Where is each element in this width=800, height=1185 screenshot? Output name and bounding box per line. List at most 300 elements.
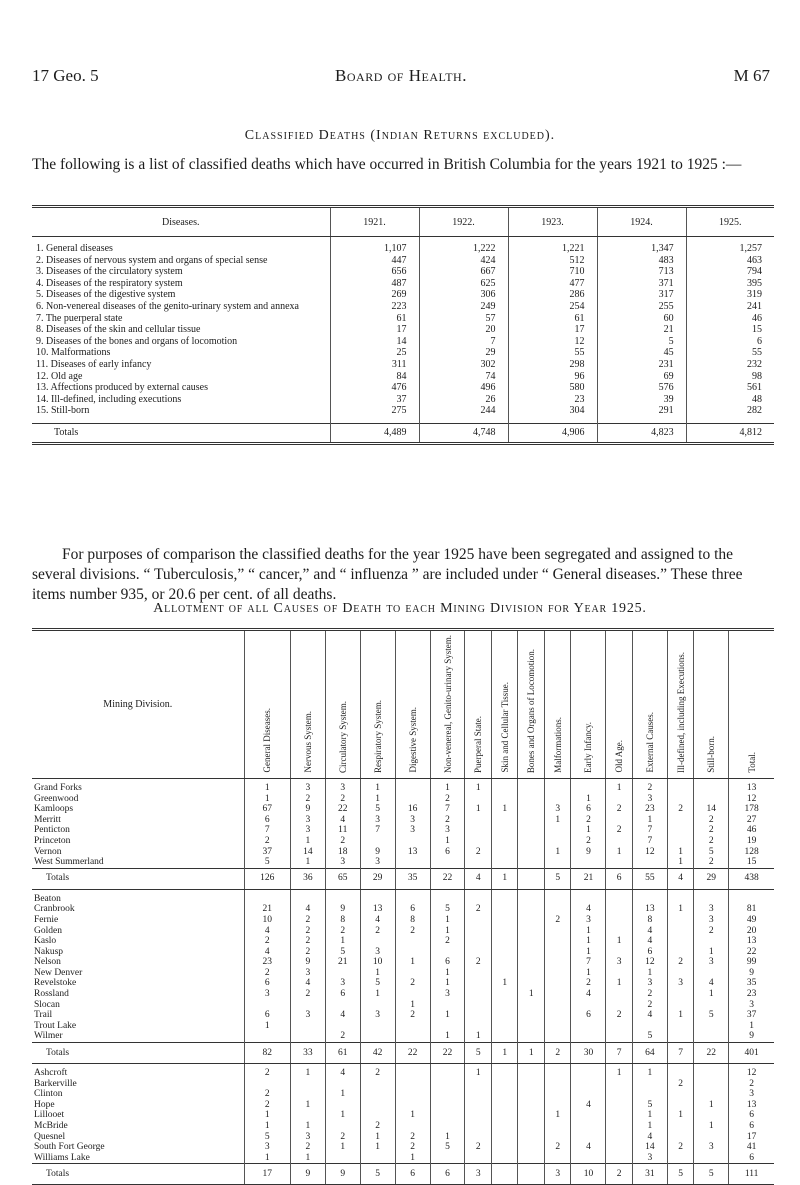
totals-value: 42 xyxy=(360,1043,395,1064)
cell-value: 23 xyxy=(244,957,290,968)
cell-value xyxy=(518,1110,545,1121)
totals-value: 5 xyxy=(667,1164,694,1185)
cell-value: 22 xyxy=(325,804,360,815)
cell-value xyxy=(430,1079,465,1090)
division-name: Golden xyxy=(34,925,62,936)
cell-value: 1 xyxy=(290,1100,325,1111)
disease-label: 4. Diseases of the respiratory system xyxy=(36,277,183,289)
cell-value: 4 xyxy=(632,1010,667,1021)
totals-value: 21 xyxy=(571,868,606,889)
cell-value: 3 xyxy=(325,857,360,868)
cell-value: 3 xyxy=(290,1010,325,1021)
cell-value: 1 xyxy=(606,783,633,794)
cell-value: 55 xyxy=(508,347,597,359)
disease-label: 1. General diseases xyxy=(36,243,113,254)
cell-value xyxy=(667,1121,694,1132)
cell-value xyxy=(632,1021,667,1032)
cell-value xyxy=(395,794,430,805)
disease-label: 15. Still-born xyxy=(36,405,90,417)
cell-value: 1 xyxy=(430,836,465,847)
cell-value: 304 xyxy=(508,405,597,417)
cell-value: 3 xyxy=(571,915,606,926)
cell-value: 69 xyxy=(597,371,686,383)
cell-value xyxy=(430,1153,465,1164)
column-header-year: 1922. xyxy=(419,207,508,237)
division-name: McBride xyxy=(34,1121,68,1131)
cell-value xyxy=(667,989,694,1000)
cell-value: 6 xyxy=(325,989,360,1000)
cell-value: 15 xyxy=(729,857,774,868)
cell-value xyxy=(571,894,606,905)
cell-value xyxy=(544,1121,571,1132)
cell-value xyxy=(571,1132,606,1143)
cell-value xyxy=(430,1110,465,1121)
table-row xyxy=(32,255,774,267)
cell-value: 2 xyxy=(571,978,606,989)
cell-value: 1 xyxy=(325,1142,360,1153)
cell-value: 74 xyxy=(419,371,508,383)
cell-value xyxy=(465,1132,492,1143)
cell-value: 298 xyxy=(508,359,597,371)
cell-value: 3 xyxy=(632,978,667,989)
table-row xyxy=(32,1142,774,1153)
cell-value xyxy=(491,947,518,958)
cell-value xyxy=(632,1079,667,1090)
cell-value xyxy=(518,894,545,905)
cell-value xyxy=(694,1089,729,1100)
table-row xyxy=(32,904,774,915)
cell-value: 9 xyxy=(325,904,360,915)
cell-value: 2 xyxy=(694,836,729,847)
cell-value xyxy=(491,825,518,836)
cell-value xyxy=(571,1089,606,1100)
cell-value: 4 xyxy=(571,1100,606,1111)
cell-value: 5 xyxy=(360,804,395,815)
division-name: Penticton xyxy=(34,825,70,836)
cell-value xyxy=(606,1110,633,1121)
cell-value: 656 xyxy=(330,266,419,278)
cell-value xyxy=(694,1031,729,1042)
totals-value: 61 xyxy=(325,1043,360,1064)
column-header-cause xyxy=(606,630,633,779)
cell-value xyxy=(430,1021,465,1032)
cell-value xyxy=(491,783,518,794)
cell-value: 1,347 xyxy=(597,243,686,255)
disease-label: 2. Diseases of nervous system and organs of special sense xyxy=(36,254,268,266)
cell-value xyxy=(465,1010,492,1021)
totals-value: 22 xyxy=(694,1043,729,1064)
cell-value xyxy=(491,926,518,937)
cell-value: 12 xyxy=(729,1068,774,1079)
cell-value xyxy=(395,894,430,905)
cell-value xyxy=(667,1089,694,1100)
totals-value: 6 xyxy=(606,868,633,889)
cell-value: 3 xyxy=(694,915,729,926)
cell-value: 2 xyxy=(325,794,360,805)
cell-value: 11 xyxy=(325,825,360,836)
table-row xyxy=(32,382,774,394)
table-row xyxy=(32,894,774,905)
cell-value xyxy=(290,1031,325,1042)
column-header-cause xyxy=(694,630,729,779)
cell-value xyxy=(465,1089,492,1100)
cell-value: 794 xyxy=(686,266,774,278)
cell-value: 395 xyxy=(686,278,774,290)
cell-value xyxy=(571,1000,606,1011)
cell-value xyxy=(395,783,430,794)
cell-value xyxy=(667,836,694,847)
cell-value: 61 xyxy=(508,313,597,325)
cell-value xyxy=(606,857,633,868)
table-row xyxy=(32,825,774,836)
cell-value xyxy=(544,1000,571,1011)
cell-value xyxy=(632,857,667,868)
cell-value xyxy=(667,1000,694,1011)
cell-value xyxy=(465,936,492,947)
totals-value: 30 xyxy=(571,1043,606,1064)
cell-value: 3 xyxy=(290,825,325,836)
cell-value: 1 xyxy=(244,1121,290,1132)
cell-value: 2 xyxy=(632,783,667,794)
totals-value: 33 xyxy=(290,1043,325,1064)
cell-value: 67 xyxy=(244,804,290,815)
division-name: Slocan xyxy=(34,999,60,1010)
cell-value: 496 xyxy=(419,382,508,394)
cell-value xyxy=(544,989,571,1000)
comparison-paragraph: For purposes of comparison the classified deaths for the year 1925 have been segregated and assigned to the several divisions. “ Tuberculosis,” “ cancer,” and “ influenza ” are included under “ General diseases.” These three items number 935, or 20.6 per cent. of all deaths. xyxy=(32,546,743,603)
mining-division-table xyxy=(32,628,774,1185)
cell-value: 1 xyxy=(465,1068,492,1079)
cell-value xyxy=(325,1100,360,1111)
cell-value xyxy=(667,936,694,947)
cell-value xyxy=(606,904,633,915)
cell-value: 8 xyxy=(632,915,667,926)
cell-value xyxy=(606,968,633,979)
totals-value: 5 xyxy=(694,1164,729,1185)
cell-value xyxy=(729,894,774,905)
cell-value: 1 xyxy=(667,1010,694,1021)
cell-value xyxy=(694,794,729,805)
cell-value xyxy=(518,783,545,794)
cell-value xyxy=(360,1153,395,1164)
cell-value: 10 xyxy=(360,957,395,968)
table-row xyxy=(32,957,774,968)
cell-value: 3 xyxy=(290,1132,325,1143)
cell-value: 319 xyxy=(686,289,774,301)
cell-value xyxy=(518,1010,545,1021)
cell-value: 2 xyxy=(430,815,465,826)
division-name: Ashcroft xyxy=(34,1068,68,1079)
cell-value xyxy=(465,1121,492,1132)
cell-value xyxy=(465,1110,492,1121)
cell-value: 1 xyxy=(465,804,492,815)
totals-label: Totals xyxy=(32,1164,244,1185)
cell-value xyxy=(465,836,492,847)
cell-value xyxy=(667,815,694,826)
table-row xyxy=(32,324,774,336)
cell-value: 41 xyxy=(729,1142,774,1153)
cell-value xyxy=(518,815,545,826)
cell-value: 1 xyxy=(544,847,571,858)
division-name: Kamloops xyxy=(34,804,74,815)
cell-value: 7 xyxy=(419,336,508,348)
table-row xyxy=(32,1021,774,1032)
cell-value xyxy=(544,857,571,868)
totals-value: 1 xyxy=(491,868,518,889)
cell-value: 9 xyxy=(290,804,325,815)
totals-value: 5 xyxy=(465,1043,492,1064)
cell-value: 1 xyxy=(491,978,518,989)
cell-value: 1 xyxy=(360,989,395,1000)
cell-value: 255 xyxy=(597,301,686,313)
totals-value: 35 xyxy=(395,868,430,889)
table-row xyxy=(32,804,774,815)
cell-value: 4 xyxy=(244,947,290,958)
classified-deaths-table xyxy=(32,205,774,445)
cell-value: 6 xyxy=(244,1010,290,1021)
cell-value: 3 xyxy=(430,989,465,1000)
table-row xyxy=(32,1153,774,1164)
totals-value xyxy=(491,1164,518,1185)
cell-value: 1 xyxy=(290,836,325,847)
cell-value: 1 xyxy=(606,847,633,858)
cell-value: 269 xyxy=(330,289,419,301)
cell-value: 5 xyxy=(694,1010,729,1021)
cell-value: 7 xyxy=(571,957,606,968)
cell-value xyxy=(290,894,325,905)
cell-value: 275 xyxy=(330,405,419,417)
cell-value xyxy=(544,1068,571,1079)
cell-value xyxy=(465,1100,492,1111)
cell-value xyxy=(465,968,492,979)
table-row xyxy=(32,394,774,406)
cell-value xyxy=(606,894,633,905)
cell-value xyxy=(465,825,492,836)
cell-value xyxy=(518,968,545,979)
division-name: Cranbrook xyxy=(34,904,75,915)
table2-title: Allotment of all Causes of Death to each Mining Division for Year 1925. xyxy=(153,601,647,616)
cell-value: 25 xyxy=(330,347,419,359)
table-row xyxy=(32,1010,774,1021)
cell-value: 3 xyxy=(360,947,395,958)
totals-value: 22 xyxy=(395,1043,430,1064)
cell-value xyxy=(491,1100,518,1111)
cell-value: 35 xyxy=(729,978,774,989)
cell-value: 512 xyxy=(508,255,597,267)
cell-value xyxy=(491,847,518,858)
column-header-year: 1923. xyxy=(508,207,597,237)
cell-value xyxy=(544,894,571,905)
table-row xyxy=(32,278,774,290)
cell-value xyxy=(667,794,694,805)
cell-value xyxy=(518,1121,545,1132)
totals-value: 1 xyxy=(518,1043,545,1064)
cell-value xyxy=(606,815,633,826)
cell-value: 19 xyxy=(729,836,774,847)
cell-value: 3 xyxy=(290,815,325,826)
cell-value xyxy=(667,1100,694,1111)
cell-value xyxy=(571,1031,606,1042)
cell-value: 3 xyxy=(244,1142,290,1153)
cell-value: 2 xyxy=(244,836,290,847)
cell-value xyxy=(518,825,545,836)
cell-value xyxy=(518,957,545,968)
cell-value: 667 xyxy=(419,266,508,278)
cell-value xyxy=(667,825,694,836)
totals-value: 4,823 xyxy=(597,423,686,443)
cell-value: 9 xyxy=(729,1031,774,1042)
cell-value xyxy=(518,1142,545,1153)
cell-value: 1 xyxy=(325,1110,360,1121)
cell-value xyxy=(491,794,518,805)
column-header-year: 1925. xyxy=(686,207,774,237)
cell-value xyxy=(606,989,633,1000)
totals-value: 111 xyxy=(729,1164,774,1185)
cell-value: 306 xyxy=(419,289,508,301)
totals-value: 2 xyxy=(606,1164,633,1185)
cell-value xyxy=(491,1000,518,1011)
cell-value xyxy=(465,1079,492,1090)
cell-value: 6 xyxy=(686,336,774,348)
table-row xyxy=(32,1031,774,1042)
cell-value: 6 xyxy=(244,978,290,989)
cell-value: 2 xyxy=(544,1142,571,1153)
cell-value xyxy=(491,1031,518,1042)
cell-value: 5 xyxy=(360,978,395,989)
column-header-year: 1921. xyxy=(330,207,419,237)
cell-value: 1 xyxy=(518,989,545,1000)
cell-value xyxy=(544,1021,571,1032)
cell-value xyxy=(694,1079,729,1090)
cell-value: 1 xyxy=(430,1132,465,1143)
division-name: Merritt xyxy=(34,814,61,825)
disease-label: 12. Old age xyxy=(36,370,83,382)
cell-value: 1 xyxy=(606,978,633,989)
cell-value xyxy=(491,1110,518,1121)
cell-value: 3 xyxy=(606,957,633,968)
column-header-label: Old Age. xyxy=(614,740,625,773)
cell-value: 1 xyxy=(395,957,430,968)
cell-value: 4 xyxy=(632,926,667,937)
division-name: Wilmer xyxy=(34,1031,63,1042)
disease-label: 8. Diseases of the skin and cellular tissue xyxy=(36,324,201,336)
totals-value: 126 xyxy=(244,868,290,889)
division-name: Fernie xyxy=(34,914,59,925)
cell-value xyxy=(395,989,430,1000)
cell-value: 46 xyxy=(686,313,774,325)
cell-value: 14 xyxy=(694,804,729,815)
cell-value: 1 xyxy=(571,968,606,979)
cell-value: 2 xyxy=(395,1132,430,1143)
cell-value xyxy=(325,1079,360,1090)
cell-value xyxy=(465,1000,492,1011)
cell-value: 2 xyxy=(325,1132,360,1143)
cell-value: 1 xyxy=(395,1000,430,1011)
table-row xyxy=(32,336,774,348)
totals-value xyxy=(518,868,545,889)
cell-value: 26 xyxy=(419,394,508,406)
cell-value xyxy=(395,936,430,947)
cell-value xyxy=(325,968,360,979)
cell-value: 2 xyxy=(244,1068,290,1079)
table-row xyxy=(32,243,774,255)
cell-value: 6 xyxy=(571,1010,606,1021)
cell-value: 13 xyxy=(729,1100,774,1111)
cell-value xyxy=(694,894,729,905)
cell-value: 1 xyxy=(571,926,606,937)
cell-value xyxy=(518,847,545,858)
cell-value xyxy=(606,1100,633,1111)
totals-row xyxy=(32,868,774,889)
cell-value: 1 xyxy=(395,1110,430,1121)
division-name: New Denver xyxy=(34,967,83,978)
cell-value: 14 xyxy=(632,1142,667,1153)
cell-value: 1 xyxy=(632,1121,667,1132)
cell-value: 21 xyxy=(325,957,360,968)
division-name: Vernon xyxy=(34,846,62,857)
column-header-cause xyxy=(518,630,545,779)
cell-value: 1 xyxy=(244,783,290,794)
column-header-cause xyxy=(544,630,571,779)
cell-value xyxy=(491,1153,518,1164)
cell-value xyxy=(518,1089,545,1100)
cell-value xyxy=(694,1068,729,1079)
division-name: Rossland xyxy=(34,989,69,1000)
cell-value xyxy=(544,1153,571,1164)
division-name: Hope xyxy=(34,1099,55,1110)
cell-value: 2 xyxy=(244,936,290,947)
cell-value: 3 xyxy=(360,857,395,868)
cell-value: 23 xyxy=(632,804,667,815)
cell-value xyxy=(518,1021,545,1032)
table-row xyxy=(32,847,774,858)
cell-value xyxy=(606,1153,633,1164)
cell-value: 61 xyxy=(330,313,419,325)
cell-value: 13 xyxy=(729,936,774,947)
cell-value: 57 xyxy=(419,313,508,325)
column-header-label: Ill-defined, including Executions. xyxy=(675,652,686,773)
cell-value: 2 xyxy=(667,1142,694,1153)
cell-value xyxy=(606,1089,633,1100)
cell-value: 3 xyxy=(290,968,325,979)
cell-value xyxy=(491,1132,518,1143)
cell-value xyxy=(465,978,492,989)
cell-value: 5 xyxy=(597,336,686,348)
column-header-cause xyxy=(325,630,360,779)
column-header-cause xyxy=(395,630,430,779)
cell-value xyxy=(395,968,430,979)
cell-value xyxy=(571,783,606,794)
cell-value xyxy=(544,1100,571,1111)
totals-value: 1 xyxy=(491,1043,518,1064)
cell-value: 2 xyxy=(325,836,360,847)
cell-value: 1 xyxy=(290,1153,325,1164)
cell-value: 2 xyxy=(606,1010,633,1021)
cell-value xyxy=(544,936,571,947)
totals-value: 5 xyxy=(544,868,571,889)
cell-value xyxy=(491,836,518,847)
disease-label: 3. Diseases of the circulatory system xyxy=(36,266,183,278)
cell-value xyxy=(606,1142,633,1153)
totals-label: Totals xyxy=(32,1043,244,1064)
cell-value xyxy=(571,1121,606,1132)
division-name: Williams Lake xyxy=(34,1152,90,1163)
cell-value xyxy=(518,1079,545,1090)
cell-value: 2 xyxy=(290,915,325,926)
cell-value: 2 xyxy=(360,926,395,937)
cell-value: 4 xyxy=(290,904,325,915)
cell-value xyxy=(518,904,545,915)
